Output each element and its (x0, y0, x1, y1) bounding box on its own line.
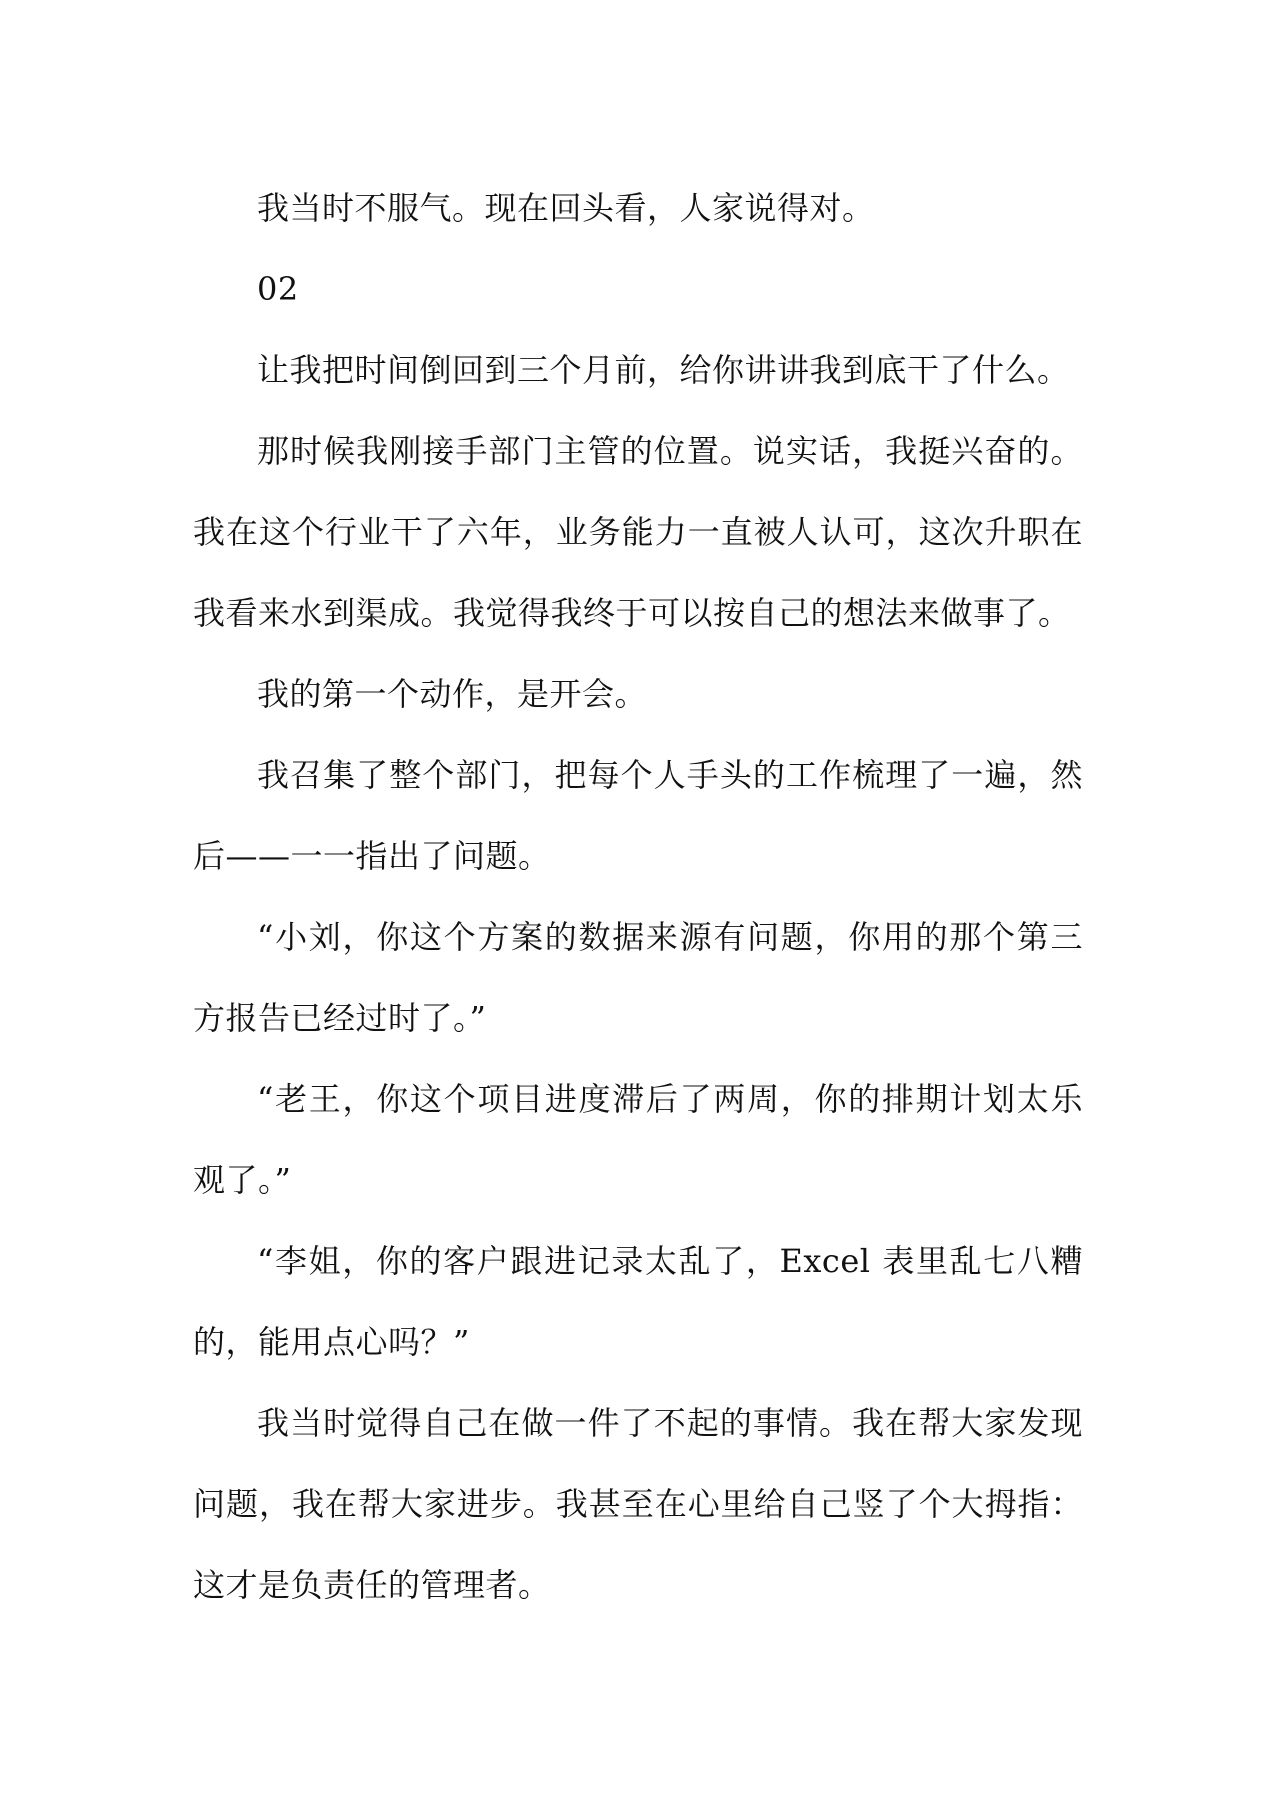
quote-lijie: “李姐，你的客户跟进记录太乱了，Excel 表里乱七八糟的，能用点心吗？” (193, 1242, 1083, 1361)
paragraph-6: 我当时觉得自己在做一件了不起的事情。我在帮大家发现问题，我在帮大家进步。我甚至在心里给自己竖了个大拇指：这才是负责任的管理者。 (193, 1404, 1083, 1604)
quote-xiaoliu: “小刘，你这个方案的数据来源有问题，你用的那个第三方报告已经过时了。” (193, 918, 1083, 1037)
document-body (193, 168, 1083, 1626)
quote-laowang: “老王，你这个项目进度滞后了两周，你的排期计划太乐观了。” (193, 1080, 1083, 1199)
paragraph-4: 我的第一个动作，是开会。 (257, 675, 648, 713)
paragraph-2: 让我把时间倒回到三个月前，给你讲讲我到底干了什么。 (257, 351, 1070, 389)
paragraph-1: 我当时不服气。现在回头看，人家说得对。 (257, 189, 875, 227)
paragraph-5: 我召集了整个部门，把每个人手头的工作梳理了一遍，然后——一一指出了问题。 (193, 756, 1083, 875)
paragraph-3: 那时候我刚接手部门主管的位置。说实话，我挺兴奋的。我在这个行业干了六年，业务能力一直被人认可，这次升职在我看来水到渠成。我觉得我终于可以按自己的想法来做事了。 (193, 432, 1083, 632)
section-number: 02 (257, 270, 299, 308)
